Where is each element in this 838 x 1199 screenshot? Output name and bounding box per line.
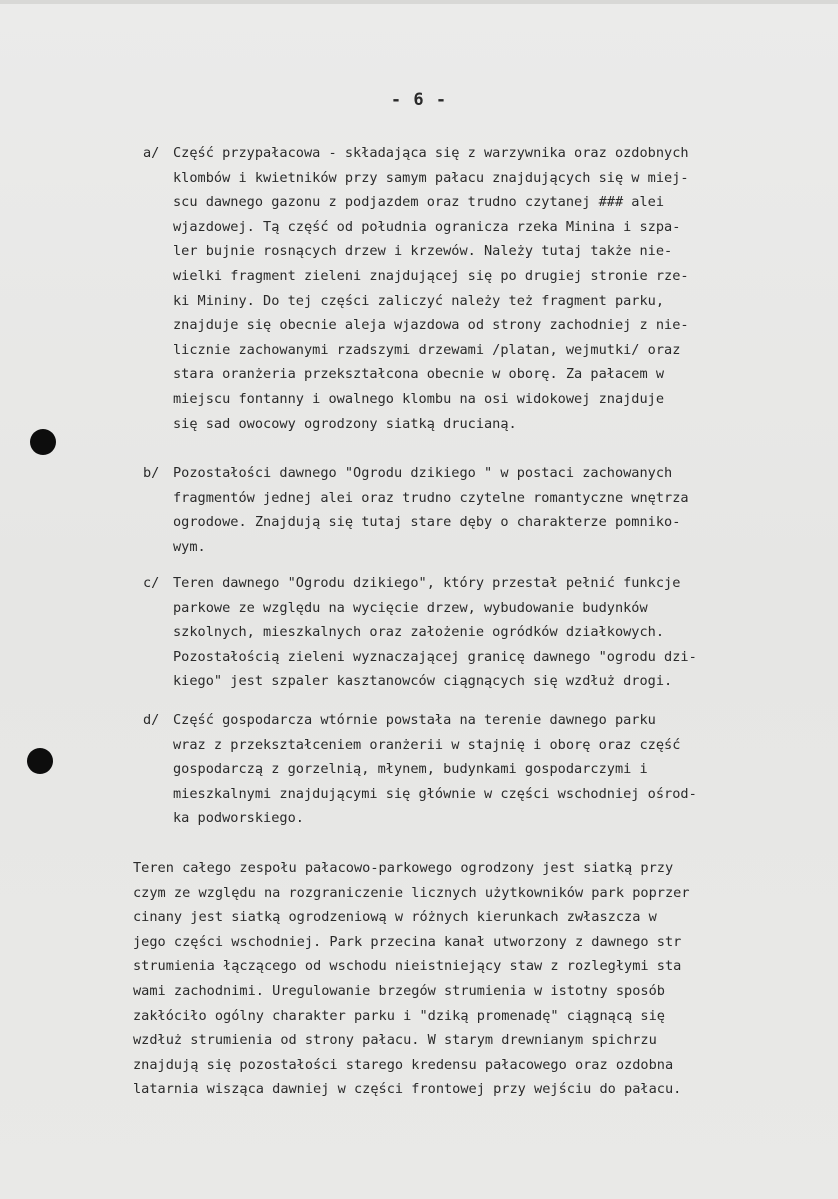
closing-line: latarnia wisząca dawniej w części frontowej przy wejściu do pałacu. [133, 1081, 682, 1098]
item-d-line: ka podworskiego. [173, 810, 304, 827]
item-b-line: wym. [173, 538, 206, 555]
item-a-line: wielki fragment zieleni znajdującej się po drugiej stronie rze- [173, 267, 689, 284]
item-c-line: kiego" jest szpaler kasztanowców ciągnących się wzdłuż drogi. [173, 673, 673, 690]
item-b-line: ogrodowe. Znajdują się tutaj stare dęby o charakterze pomniko- [173, 514, 681, 531]
item-a-text [173, 141, 689, 436]
item-a-line: klombów i kwietników przy samym pałacu znajdujących się w miej- [173, 169, 689, 186]
item-a-line: miejscu fontanny i owalnego klombu na osi widokowej znajduje [173, 390, 665, 407]
item-b-label: b/ [143, 465, 160, 481]
item-d-line: Część gospodarcza wtórnie powstała na terenie dawnego parku [173, 712, 656, 728]
item-b-line: Pozostałości dawnego "Ogrodu dzikiego " w postaci zachowanych [173, 465, 673, 481]
item-a-line: ler bujnie rosnących drzew i krzewów. Należy tutaj także nie- [173, 243, 673, 260]
item-c-line: parkowe ze względu na wycięcie drzew, wybudowanie budynków [173, 599, 648, 616]
closing-line: zakłóciło ogólny charakter parku i "dziką promenadę" ciągnącą się [133, 1007, 665, 1024]
item-b-line: fragmentów jednej alei oraz trudno czytelne romantyczne wnętrza [173, 489, 689, 506]
closing-line: wzdłuż strumienia od strony pałacu. W starym drewnianym spichrzu [133, 1032, 657, 1049]
item-a-line: ki Mininy. Do tej części zaliczyć należy też fragment parku, [173, 292, 665, 309]
closing-line: strumienia łączącego od wschodu nieistniejący staw z rozległymi sta [133, 958, 682, 975]
item-c-label: c/ [143, 575, 160, 591]
closing-line: Teren całego zespołu pałacowo-parkowego ogrodzony jest siatką przy [133, 860, 674, 876]
page-number: - 6 - [390, 90, 448, 110]
closing-line: cinany jest siatką ogrodzeniową w różnych kierunkach zwłaszcza w [133, 909, 657, 926]
item-a-line: się sad owocowy ogrodzony siatką drucianą. [173, 415, 517, 432]
item-a-line: znajduje się obecnie aleja wjazdowa od strony zachodniej z nie- [173, 317, 689, 334]
punch-hole-lower [27, 748, 53, 774]
closing-line: wami zachodnimi. Uregulowanie brzegów strumienia w istotny sposób [133, 982, 665, 999]
item-c-line: Teren dawnego "Ogrodu dzikiego", który przestał pełnić funkcje [173, 575, 681, 591]
item-a-line: Część przypałacowa - składająca się z warzywnika oraz ozdobnych [173, 145, 689, 161]
closing-line: jego części wschodniej. Park przecina kanał utworzony z dawnego str [133, 933, 682, 950]
item-c-text [173, 571, 697, 694]
item-a-line: wjazdowej. Tą część od południa ogranicza rzeka Minina i szpa- [173, 218, 681, 235]
item-a-line: licznie zachowanymi rzadszymi drzewami /platan, wejmutki/ oraz [173, 341, 681, 358]
punch-hole-upper [30, 429, 56, 455]
item-c-line: szkolnych, mieszkalnych oraz założenie ogródków działkowych. [173, 624, 665, 641]
item-d-line: wraz z przekształceniem oranżerii w stajnię i oborę oraz część [173, 736, 681, 753]
item-a-line: scu dawnego gazonu z podjazdem oraz trudno czytanej ### alei [173, 194, 665, 211]
item-a-line: stara oranżeria przekształcona obecnie w oborę. Za pałacem w [173, 366, 665, 383]
item-c-line: Pozostałością zieleni wyznaczającej granicę dawnego "ogrodu dzi- [173, 648, 697, 665]
item-d-line: gospodarczą z gorzelnią, młynem, budynkami gospodarczymi i [173, 761, 648, 778]
item-b-text [173, 461, 689, 559]
item-d-text [173, 708, 697, 831]
closing-line: znajdują się pozostałości starego kredensu pałacowego oraz ozdobna [133, 1056, 674, 1073]
item-d-label: d/ [143, 712, 160, 728]
item-d-line: mieszkalnymi znajdującymi się głównie w części wschodniej ośrod- [173, 785, 697, 802]
closing-paragraph [133, 856, 690, 1102]
page-top-edge [0, 0, 838, 4]
closing-line: czym ze względu na rozgraniczenie licznych użytkowników park poprzer [133, 884, 690, 901]
item-a-label: a/ [143, 145, 160, 161]
